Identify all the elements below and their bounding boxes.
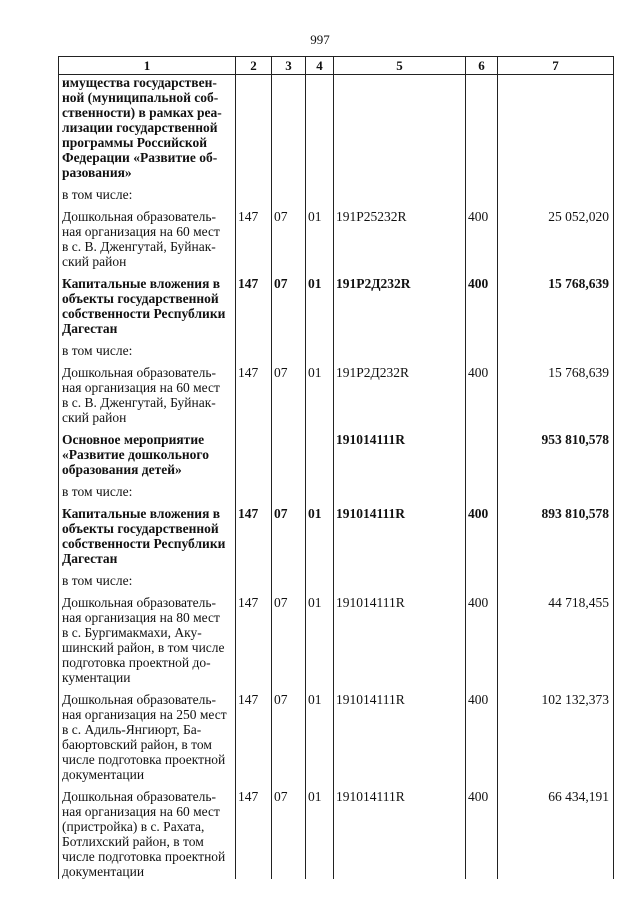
spacer-cell xyxy=(466,499,498,506)
amount-cell xyxy=(498,484,614,499)
spacer-cell xyxy=(466,477,498,484)
section-cell: 07 xyxy=(272,276,306,336)
name-cell: Дошкольная образователь- ная организация на 250 мест в с. Адиль-Янгиюрт, Ба- баюртовский район, в том числе подготовка проектной документации xyxy=(59,692,236,782)
amount-cell xyxy=(498,573,614,588)
spacer-cell xyxy=(334,566,466,573)
spacer-cell xyxy=(498,180,614,187)
name-cell: в том числе: xyxy=(59,187,236,202)
subsection-cell xyxy=(306,187,334,202)
spacer-cell xyxy=(306,782,334,789)
name-cell: Основное мероприятие «Развитие дошкольного образования детей» xyxy=(59,432,236,477)
spacer-cell xyxy=(236,336,272,343)
row-spacer xyxy=(59,336,614,343)
header-col-2: 2 xyxy=(236,57,272,75)
spacer-cell xyxy=(236,180,272,187)
header-row xyxy=(59,57,614,75)
table-row xyxy=(59,365,614,425)
row-spacer xyxy=(59,269,614,276)
budget-table xyxy=(58,56,614,879)
subsection-cell xyxy=(306,343,334,358)
spacer-cell xyxy=(306,588,334,595)
section-cell: 07 xyxy=(272,789,306,879)
spacer-cell xyxy=(498,566,614,573)
name-cell: в том числе: xyxy=(59,343,236,358)
table-row xyxy=(59,75,614,181)
target-article-cell: 191P2Д232R xyxy=(334,276,466,336)
spacer-cell xyxy=(59,180,236,187)
spacer-cell xyxy=(466,358,498,365)
table-row xyxy=(59,484,614,499)
expense-type-cell xyxy=(466,573,498,588)
row-spacer xyxy=(59,685,614,692)
spacer-cell xyxy=(59,685,236,692)
spacer-cell xyxy=(334,588,466,595)
spacer-cell xyxy=(498,782,614,789)
spacer-cell xyxy=(498,269,614,276)
table-row xyxy=(59,209,614,269)
amount-cell: 953 810,578 xyxy=(498,432,614,477)
spacer-cell xyxy=(306,685,334,692)
target-article-cell: 191P25232R xyxy=(334,209,466,269)
spacer-cell xyxy=(272,202,306,209)
row-spacer xyxy=(59,202,614,209)
spacer-cell xyxy=(334,358,466,365)
subsection-cell: 01 xyxy=(306,209,334,269)
target-article-cell xyxy=(334,75,466,181)
subsection-cell xyxy=(306,573,334,588)
row-spacer xyxy=(59,425,614,432)
expense-type-cell: 400 xyxy=(466,365,498,425)
expense-type-cell: 400 xyxy=(466,276,498,336)
spacer-cell xyxy=(498,685,614,692)
expense-type-cell: 400 xyxy=(466,506,498,566)
table-row xyxy=(59,343,614,358)
spacer-cell xyxy=(498,336,614,343)
name-cell: в том числе: xyxy=(59,484,236,499)
expense-type-cell: 400 xyxy=(466,789,498,879)
name-cell: Дошкольная образователь- ная организация на 60 мест в с. В. Дженгутай, Буйнак- ский район xyxy=(59,209,236,269)
expense-type-cell: 400 xyxy=(466,692,498,782)
table-row xyxy=(59,276,614,336)
spacer-cell xyxy=(466,588,498,595)
name-cell: имущества государствен- ной (муниципальной соб- ственности) в рамках реа- лизации государственной программы Российской Федерации «Развитие об- разования» xyxy=(59,75,236,181)
spacer-cell xyxy=(466,685,498,692)
spacer-cell xyxy=(272,358,306,365)
spacer-cell xyxy=(272,477,306,484)
code-cell: 147 xyxy=(236,365,272,425)
spacer-cell xyxy=(306,180,334,187)
row-spacer xyxy=(59,566,614,573)
section-cell: 07 xyxy=(272,595,306,685)
spacer-cell xyxy=(306,477,334,484)
header-col-6: 6 xyxy=(466,57,498,75)
amount-cell: 66 434,191 xyxy=(498,789,614,879)
section-cell: 07 xyxy=(272,506,306,566)
section-cell xyxy=(272,343,306,358)
row-spacer xyxy=(59,477,614,484)
spacer-cell xyxy=(272,499,306,506)
spacer-cell xyxy=(272,588,306,595)
spacer-cell xyxy=(236,477,272,484)
code-cell xyxy=(236,484,272,499)
expense-type-cell xyxy=(466,484,498,499)
spacer-cell xyxy=(59,477,236,484)
spacer-cell xyxy=(334,477,466,484)
spacer-cell xyxy=(334,180,466,187)
spacer-cell xyxy=(236,358,272,365)
section-cell xyxy=(272,432,306,477)
name-cell: Дошкольная образователь- ная организация на 60 мест в с. В. Дженгутай, Буйнак- ский район xyxy=(59,365,236,425)
spacer-cell xyxy=(334,425,466,432)
table-row xyxy=(59,187,614,202)
spacer-cell xyxy=(306,202,334,209)
row-spacer xyxy=(59,588,614,595)
section-cell: 07 xyxy=(272,209,306,269)
expense-type-cell: 400 xyxy=(466,209,498,269)
spacer-cell xyxy=(59,269,236,276)
spacer-cell xyxy=(466,269,498,276)
amount-cell xyxy=(498,187,614,202)
code-cell: 147 xyxy=(236,506,272,566)
spacer-cell xyxy=(272,336,306,343)
spacer-cell xyxy=(466,566,498,573)
header-col-1: 1 xyxy=(59,57,236,75)
spacer-cell xyxy=(466,782,498,789)
row-spacer xyxy=(59,180,614,187)
spacer-cell xyxy=(466,336,498,343)
subsection-cell: 01 xyxy=(306,692,334,782)
spacer-cell xyxy=(272,269,306,276)
code-cell xyxy=(236,432,272,477)
spacer-cell xyxy=(236,588,272,595)
subsection-cell: 01 xyxy=(306,276,334,336)
expense-type-cell xyxy=(466,432,498,477)
amount-cell: 25 052,020 xyxy=(498,209,614,269)
section-cell xyxy=(272,187,306,202)
header-col-4: 4 xyxy=(306,57,334,75)
spacer-cell xyxy=(306,425,334,432)
spacer-cell xyxy=(236,782,272,789)
spacer-cell xyxy=(236,202,272,209)
spacer-cell xyxy=(466,425,498,432)
name-cell: Дошкольная образователь- ная организация на 80 мест в с. Бургимакмахи, Аку- шинский район, в том числе подготовка проектной до- кументации xyxy=(59,595,236,685)
spacer-cell xyxy=(59,202,236,209)
table-row xyxy=(59,692,614,782)
row-spacer xyxy=(59,358,614,365)
subsection-cell: 01 xyxy=(306,789,334,879)
name-cell: Капитальные вложения в объекты государственной собственности Республики Дагестан xyxy=(59,276,236,336)
spacer-cell xyxy=(59,499,236,506)
spacer-cell xyxy=(272,425,306,432)
spacer-cell xyxy=(498,202,614,209)
section-cell xyxy=(272,573,306,588)
spacer-cell xyxy=(306,336,334,343)
code-cell xyxy=(236,343,272,358)
spacer-cell xyxy=(334,269,466,276)
target-article-cell: 191014111R xyxy=(334,789,466,879)
target-article-cell: 191014111R xyxy=(334,506,466,566)
section-cell xyxy=(272,484,306,499)
spacer-cell xyxy=(498,358,614,365)
header-col-3: 3 xyxy=(272,57,306,75)
target-article-cell xyxy=(334,187,466,202)
spacer-cell xyxy=(466,202,498,209)
target-article-cell: 191014111R xyxy=(334,595,466,685)
subsection-cell xyxy=(306,75,334,181)
code-cell xyxy=(236,187,272,202)
target-article-cell: 191014111R xyxy=(334,432,466,477)
spacer-cell xyxy=(59,358,236,365)
code-cell: 147 xyxy=(236,692,272,782)
section-cell: 07 xyxy=(272,365,306,425)
subsection-cell xyxy=(306,484,334,499)
spacer-cell xyxy=(59,566,236,573)
spacer-cell xyxy=(498,588,614,595)
spacer-cell xyxy=(466,180,498,187)
target-article-cell xyxy=(334,343,466,358)
spacer-cell xyxy=(334,782,466,789)
table-row xyxy=(59,573,614,588)
table-row xyxy=(59,595,614,685)
row-spacer xyxy=(59,499,614,506)
amount-cell: 15 768,639 xyxy=(498,365,614,425)
name-cell: Капитальные вложения в объекты государственной собственности Республики Дагестан xyxy=(59,506,236,566)
target-article-cell xyxy=(334,573,466,588)
spacer-cell xyxy=(236,269,272,276)
section-cell xyxy=(272,75,306,181)
amount-cell: 893 810,578 xyxy=(498,506,614,566)
spacer-cell xyxy=(334,202,466,209)
spacer-cell xyxy=(236,566,272,573)
section-cell: 07 xyxy=(272,692,306,782)
table-row xyxy=(59,432,614,477)
page-number: 997 xyxy=(310,32,330,47)
spacer-cell xyxy=(272,566,306,573)
subsection-cell: 01 xyxy=(306,506,334,566)
header-col-5: 5 xyxy=(334,57,466,75)
spacer-cell xyxy=(59,588,236,595)
amount-cell: 44 718,455 xyxy=(498,595,614,685)
table-row xyxy=(59,789,614,879)
name-cell: Дошкольная образователь- ная организация на 60 мест (пристройка) в с. Рахата, Ботлихский район, в том числе подготовка проектной документации xyxy=(59,789,236,879)
code-cell: 147 xyxy=(236,209,272,269)
subsection-cell xyxy=(306,432,334,477)
table-row xyxy=(59,506,614,566)
spacer-cell xyxy=(306,358,334,365)
amount-cell xyxy=(498,75,614,181)
spacer-cell xyxy=(334,336,466,343)
amount-cell: 102 132,373 xyxy=(498,692,614,782)
expense-type-cell xyxy=(466,343,498,358)
target-article-cell xyxy=(334,484,466,499)
code-cell xyxy=(236,573,272,588)
spacer-cell xyxy=(498,499,614,506)
spacer-cell xyxy=(272,685,306,692)
spacer-cell xyxy=(236,499,272,506)
spacer-cell xyxy=(306,566,334,573)
spacer-cell xyxy=(272,782,306,789)
spacer-cell xyxy=(236,425,272,432)
subsection-cell: 01 xyxy=(306,365,334,425)
target-article-cell: 191P2Д232R xyxy=(334,365,466,425)
expense-type-cell xyxy=(466,187,498,202)
spacer-cell xyxy=(306,499,334,506)
target-article-cell: 191014111R xyxy=(334,692,466,782)
code-cell xyxy=(236,75,272,181)
spacer-cell xyxy=(272,180,306,187)
table-body xyxy=(59,75,614,880)
name-cell: в том числе: xyxy=(59,573,236,588)
header-col-7: 7 xyxy=(498,57,614,75)
spacer-cell xyxy=(59,782,236,789)
subsection-cell: 01 xyxy=(306,595,334,685)
spacer-cell xyxy=(59,336,236,343)
spacer-cell xyxy=(334,685,466,692)
spacer-cell xyxy=(498,425,614,432)
code-cell: 147 xyxy=(236,789,272,879)
expense-type-cell xyxy=(466,75,498,181)
expense-type-cell: 400 xyxy=(466,595,498,685)
amount-cell: 15 768,639 xyxy=(498,276,614,336)
spacer-cell xyxy=(498,477,614,484)
spacer-cell xyxy=(59,425,236,432)
row-spacer xyxy=(59,782,614,789)
code-cell: 147 xyxy=(236,595,272,685)
amount-cell xyxy=(498,343,614,358)
spacer-cell xyxy=(306,269,334,276)
spacer-cell xyxy=(334,499,466,506)
spacer-cell xyxy=(236,685,272,692)
code-cell: 147 xyxy=(236,276,272,336)
